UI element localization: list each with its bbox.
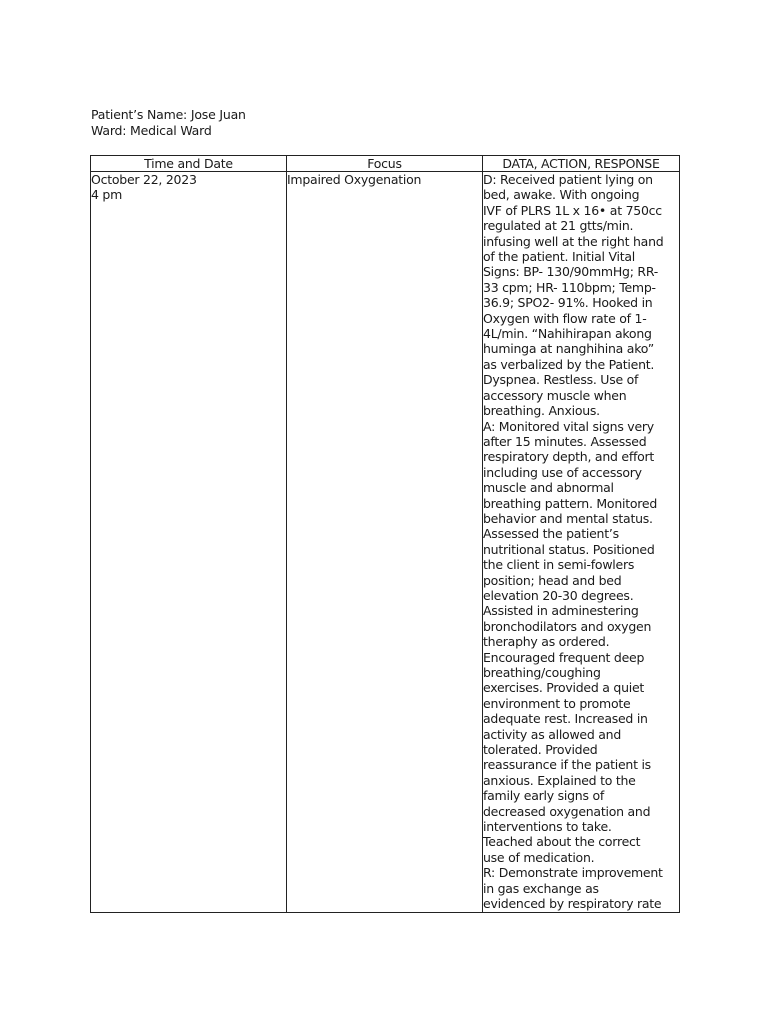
dar-line: infusing well at the right hand (483, 233, 664, 249)
dar-line: regulated at 21 gtts/min. (483, 218, 634, 234)
header-time-date: Time and Date (91, 156, 287, 172)
dar-line: respiratory depth, and effort (483, 449, 655, 465)
dar-line: theraphy as ordered. (483, 634, 610, 650)
table-row (91, 172, 680, 913)
dar-line: breathing pattern. Monitored (483, 495, 658, 511)
dar-line: reassurance if the patient is (483, 757, 651, 773)
fdar-table (90, 155, 680, 913)
dar-line: 4L/min. “Nahihirapan akong (483, 326, 652, 342)
dar-line: decreased oxygenation and (483, 803, 651, 819)
time-date-cell (91, 172, 287, 913)
dar-line: anxious. Explained to the (483, 772, 636, 788)
dar-line: after 15 minutes. Assessed (483, 433, 647, 449)
dar-line: in gas exchange as (483, 880, 599, 896)
dar-line: Assisted in adminestering (483, 603, 639, 619)
dar-line: adequate rest. Increased in (483, 711, 648, 727)
dar-cell (483, 172, 680, 913)
dar-line: 33 cpm; HR- 110bpm; Temp- (483, 279, 656, 295)
dar-line: including use of accessory (483, 464, 642, 480)
dar-line: evidenced by respiratory rate (483, 896, 662, 912)
focus-text: Impaired Oxygenation (287, 172, 422, 187)
dar-line: Dyspnea. Restless. Use of (483, 372, 639, 388)
patient-header (91, 107, 246, 139)
dar-line: elevation 20-30 degrees. (483, 587, 634, 603)
entry-date: October 22, 2023 (91, 172, 197, 187)
dar-line: exercises. Provided a quiet (483, 680, 645, 696)
dar-line: Assessed the patient’s (483, 526, 619, 542)
dar-line: activity as allowed and (483, 726, 622, 742)
dar-line: nutritional status. Positioned (483, 541, 655, 557)
dar-line: behavior and mental status. (483, 510, 653, 526)
dar-line: 36.9; SPO2- 91%. Hooked in (483, 295, 653, 311)
dar-line: bronchodilators and oxygen (483, 618, 652, 634)
dar-line: bed, awake. With ongoing (483, 187, 640, 203)
dar-line: Oxygen with flow rate of 1- (483, 310, 647, 326)
focus-cell (287, 172, 483, 913)
entry-time: 4 pm (91, 187, 123, 203)
dar-line: breathing. Anxious. (483, 403, 600, 419)
header-dar: DATA, ACTION, RESPONSE (483, 156, 680, 172)
dar-line: family early signs of (483, 788, 605, 804)
dar-line: muscle and abnormal (483, 480, 614, 496)
dar-line: R: Demonstrate improvement (483, 865, 663, 881)
dar-line: accessory muscle when (483, 387, 627, 403)
dar-line: as verbalized by the Patient. (483, 356, 655, 372)
patient-name: Patient’s Name: Jose Juan (91, 107, 246, 122)
dar-line: IVF of PLRS 1L x 16• at 750cc (483, 202, 662, 218)
dar-line: A: Monitored vital signs very (483, 418, 654, 434)
dar-line: Teached about the correct (483, 834, 641, 850)
dar-line: of the patient. Initial Vital (483, 249, 636, 265)
dar-line: Encouraged frequent deep (483, 649, 645, 665)
header-focus: Focus (287, 156, 483, 172)
table-header-row (91, 156, 680, 172)
dar-line: breathing/coughing (483, 665, 601, 680)
dar-line: use of medication. (483, 849, 595, 865)
dar-line: environment to promote (483, 695, 631, 711)
dar-line: position; head and bed (483, 572, 622, 588)
dar-line: Signs: BP- 130/90mmHg; RR- (483, 264, 659, 280)
dar-line: the client in semi-fowlers (483, 557, 635, 573)
ward-name: Ward: Medical Ward (91, 123, 212, 138)
dar-line: huminga at nanghihina ako” (483, 341, 654, 357)
dar-line: tolerated. Provided (483, 742, 598, 758)
dar-line: D: Received patient lying on (483, 172, 653, 187)
dar-line: interventions to take. (483, 819, 612, 835)
